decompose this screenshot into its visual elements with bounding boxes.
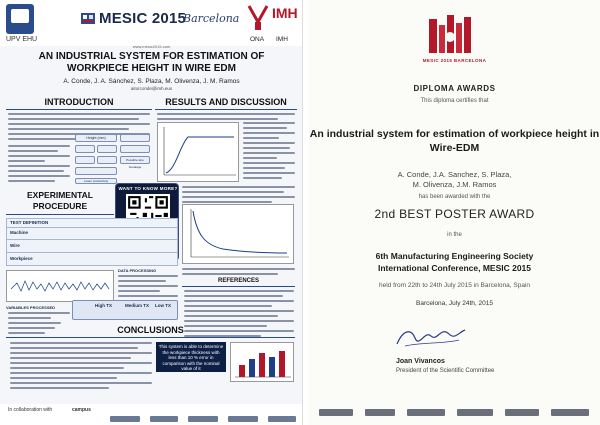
sponsor-logo-icon [319, 409, 353, 416]
test-definition-label: TEST DEFINITION [10, 220, 49, 225]
diagram-box [75, 167, 117, 175]
diploma-logo-label: MESIC 2015 BARCELONA [422, 58, 487, 63]
diploma-authors-line-1: A. Conde, J.A. Sanchez, S. Plaza, [397, 170, 512, 179]
diagram-box [75, 145, 95, 153]
university-logo-icon [6, 4, 34, 34]
data-processing-label: DATA PROCESSING [118, 268, 157, 273]
sponsor-logo-icon [188, 416, 218, 422]
poster-email: aitorconde@imh.eus [130, 86, 173, 91]
diagram-box [120, 145, 150, 153]
section-divider [182, 286, 295, 287]
sponsor-logo-icon [228, 416, 258, 422]
poster-authors: A. Conde, J. A. Sánchez, S. Plaza, M. Olivenza, J. M. Ramos [63, 78, 240, 85]
results-chart-1 [157, 122, 239, 182]
section-divider [6, 337, 295, 338]
diploma-held: held from 22th to 24th July 2015 in Barcelona, Spain [378, 282, 531, 289]
machine-label: Machine [10, 230, 29, 235]
diploma-authors [309, 170, 600, 190]
poster-footer [0, 404, 303, 425]
diploma [309, 0, 600, 425]
conference-name: MESIC 2015 [99, 10, 187, 27]
results-chart-2 [182, 204, 294, 264]
sponsor-logo-icon [268, 416, 296, 422]
collaboration-label: In collaboration with [8, 407, 53, 413]
section-divider [6, 109, 152, 110]
diploma-conference-line-2: International Conference, MESIC 2015 [377, 263, 532, 273]
results-curve-1 [158, 123, 238, 181]
section-introduction: INTRODUCTION [44, 97, 114, 107]
diploma-heading: DIPLOMA AWARDS [413, 84, 496, 93]
sponsor-logo-icon [407, 409, 445, 416]
conference-city: Barcelona [183, 12, 240, 25]
qr-heading: WANT TO KNOW MORE? [118, 186, 178, 191]
diagram-box [75, 156, 95, 164]
sponsor-logo-icon [365, 409, 395, 416]
diploma-award: 2nd BEST POSTER AWARD [374, 207, 535, 221]
diagram-box [120, 134, 150, 142]
poster-header [0, 0, 303, 46]
sponsor-logo-icon [150, 416, 178, 422]
diagram-box [97, 156, 117, 164]
diploma-in-the: in the [447, 232, 462, 238]
height-high: High TX [95, 303, 112, 308]
section-results: RESULTS AND DISCUSSION [165, 97, 287, 107]
results-curve-2 [183, 205, 293, 263]
variables-label: VARIABLES PROCESSED [6, 305, 56, 310]
test-definition-table [6, 218, 178, 266]
diploma-authors-line-2: M. Olivenza, J.M. Ramos [412, 180, 497, 189]
diagram-box: Possible wire breakage [120, 156, 150, 164]
ona-label: ONA [250, 36, 265, 43]
sponsor-logo-icon [551, 409, 589, 416]
section-experimental: EXPERIMENTAL PROCEDURE [27, 190, 93, 211]
height-medium: Medium TX [125, 303, 150, 308]
conclusions-text [10, 342, 152, 392]
introduction-bullets [8, 145, 70, 185]
workpiece-label: Workpiece [10, 256, 33, 261]
signal-chart [6, 270, 114, 302]
imh-label: IMH [276, 36, 288, 43]
section-conclusions: CONCLUSIONS [117, 325, 184, 335]
mesic-barcelona-logo-icon [425, 13, 475, 57]
height-levels [72, 300, 178, 320]
signature-icon [393, 322, 467, 352]
height-low: Low TX [155, 303, 171, 308]
diploma-conference-line-1: 6th Manufacturing Engineering Society [375, 251, 534, 261]
section-references: REFERENCES [217, 278, 259, 284]
diploma-signer-role: President of the Scientific Committee [396, 368, 495, 374]
diagram-box: Lower productivity [75, 178, 117, 184]
section-divider [155, 109, 297, 110]
conclusion-chart [230, 342, 294, 382]
diploma-awarded: has been awarded with the [418, 194, 491, 200]
signal-waveform [7, 271, 113, 301]
campus-label: campus [72, 407, 91, 413]
diagram-box [97, 145, 117, 153]
diploma-date: Barcelona, July 24th, 2015 [416, 300, 493, 307]
wire-label: Wire [10, 243, 20, 248]
diagram-box: Height (mm) [75, 134, 117, 142]
sponsor-logo-icon [457, 409, 493, 416]
conclusion-bars [231, 343, 293, 381]
diploma-certify: This diploma certifies that [420, 98, 489, 104]
poster-title: AN INDUSTRIAL SYSTEM FOR ESTIMATION OF WORKPIECE HEIGHT IN WIRE EDM [38, 51, 265, 74]
ona-logo-icon [247, 4, 269, 32]
diploma-conference [309, 250, 600, 274]
mesic-logo-icon [80, 10, 96, 26]
diploma-paper-title: An industrial system for estimation of workpiece height in Wire-EDM [309, 128, 600, 154]
sponsor-logo-icon [505, 409, 539, 416]
conclusion-callout: This system is able to determine the workpiece thickness with less than 10 % error in comparison with the nominal value of it [156, 342, 226, 372]
conference-url: www.mesic2015.com [132, 44, 171, 49]
diploma-signer: Joan Vivancos [396, 358, 445, 365]
results-text-2 [182, 186, 295, 206]
section-divider [6, 214, 114, 215]
university-logo-label: UPV EHU [6, 36, 38, 43]
results-side-text [243, 122, 295, 182]
sponsor-logo-icon [110, 416, 140, 422]
data-processing-text [118, 275, 178, 300]
imh-logo: IMH [272, 5, 298, 21]
